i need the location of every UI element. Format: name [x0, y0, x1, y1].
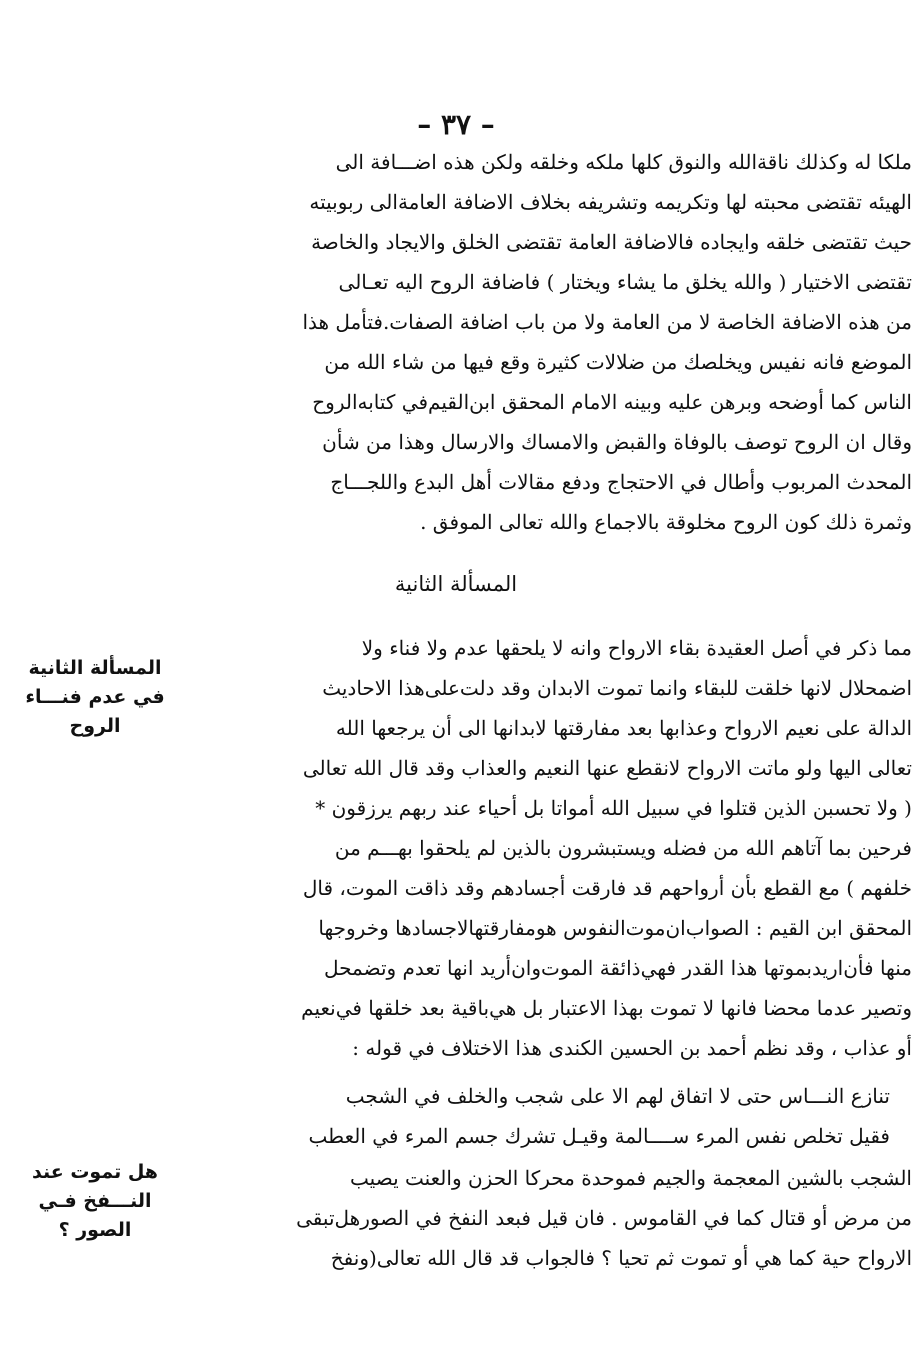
text-line: الارواح حية كما هي أو تموت ثم تحيا ؟ فالجواب قد قال الله تعالى(ونفخ: [330, 1246, 912, 1270]
text-line: أو عذاب ، وقد نظم أحمد بن الحسين الكندى هذا الاختلاف في قوله :: [352, 1036, 912, 1060]
text-line: ( ولا تحسبن الذين قتلوا في سبيل الله أمواتا بل أحياء عند ربهم يرزقون *: [315, 796, 912, 820]
text-line: خلفهم ) مع القطع بأن أرواحهم قد فارقت أجسادهم وقد ذاقت الموت، قال: [302, 876, 912, 900]
margin-note-line: المسألة الثانية: [28, 657, 162, 679]
top-paragraph: [160, 142, 912, 542]
text-line: حيث تقتضى خلقه وايجاده فالاضافة العامة تقتضى الخلق والايجاد والخاصة: [311, 230, 912, 254]
main-paragraph: [160, 628, 912, 1068]
text-line: من هذه الاضافة الخاصة لا من العامة ولا من باب اضافة الصفات.فتأمل هذا: [302, 310, 912, 334]
text-line: فرحين بما آتاهم الله من فضله ويستبشرون بالذين لم يلحقوا بهـــم من: [334, 836, 912, 860]
poem-verse: فقيل تخلص نفس المرء ســــالمة وقيـل تشرك جسم المرء في العطب: [308, 1124, 890, 1148]
margin-note-line: الصور ؟: [58, 1219, 132, 1241]
text-line: مما ذكر في أصل العقيدة بقاء الارواح وانه لا يلحقها عدم ولا فناء ولا: [361, 636, 912, 660]
bottom-paragraph: [160, 1158, 912, 1278]
poem-verse: تنازع النـــاس حتى لا اتفاق لهم الا على شجب والخلف في الشجب: [345, 1084, 890, 1108]
text-line: تقتضى الاختيار ( والله يخلق ما يشاء ويختار ) فاضافة الروح اليه تعـالى: [338, 270, 912, 294]
text-line: الموضع فانه نفيس ويخلصك من ضلالات كثيرة وقع فيها من شاء الله من: [324, 350, 912, 374]
text-line: وقال ان الروح توصف بالوفاة والقبض والامساك والارسال وهذا من شأن: [322, 430, 912, 454]
text-line: تعالى اليها ولو ماتت الارواح لانقطع عنها النعيم والعذاب وقد قال الله تعالى: [302, 756, 912, 780]
margin-note-line: الروح: [69, 715, 121, 737]
text-line: من مرض أو قتال كما في القاموس . فان قيل فبعد النفخ في الصورهل‌تبقى: [296, 1206, 912, 1230]
text-line: وتصير عدما محضا فانها لا تموت بهذا الاعتبار بل هي‌باقية بعد خلقها في‌نعيم: [301, 996, 912, 1020]
margin-note-trumpet-question: [20, 1158, 170, 1245]
text-line: الناس كما أوضحه وبرهن عليه وبينه الامام المحقق ابن‌القيم‌في كتابه‌الروح: [312, 390, 912, 414]
text-line: الشجب بالشين المعجمة والجيم فموحدة محركا الحزن والعنت يصيب: [350, 1166, 912, 1190]
text-line: الدالة على نعيم الارواح وعذابها بعد مفارقتها لابدانها الى أن يرجعها الله: [335, 716, 912, 740]
text-line: ملكا له وكذلك ناقةالله والنوق كلها ملكه وخلقه ولكن هذه اضـــافة الى: [335, 150, 912, 174]
margin-note-second-issue: [20, 654, 170, 741]
text-line: الهيئه تقتضى محبته لها وتكريمه وتشريفه بخلاف الاضافة العامةالى ربوبيته: [309, 190, 912, 214]
text-line: وثمرة ذلك كون الروح مخلوقة بالاجماع والله تعالى الموفق .: [420, 510, 912, 534]
page-number: – ٣٧ –: [417, 108, 495, 141]
text-line: اضمحلال لانها خلقت للبقاء وانما تموت الابدان وقد دلت‌على‌هذا الاحاديث: [322, 676, 912, 700]
margin-note-line: هل تموت عند: [32, 1161, 158, 1183]
text-line: المحقق ابن القيم : الصواب‌ان‌موت‌النفوس هومفارقتها‌لاجسادها وخروجها: [318, 916, 912, 940]
section-heading: المسألة الثانية: [394, 572, 518, 596]
margin-note-line: في عدم فنـــاء: [25, 686, 165, 708]
text-line: المحدث المربوب وأطال في الاحتجاج ودفع مقالات أهل البدع واللجـــاج: [330, 470, 912, 494]
margin-note-line: النـــفخ فـي: [38, 1190, 152, 1212]
text-line: منها فأن‌اريدبموتها هذا القدر فهي‌ذائقة الموت‌وان‌أريد انها تعدم وتضمحل: [324, 956, 912, 980]
poem-verses: [190, 1076, 890, 1156]
